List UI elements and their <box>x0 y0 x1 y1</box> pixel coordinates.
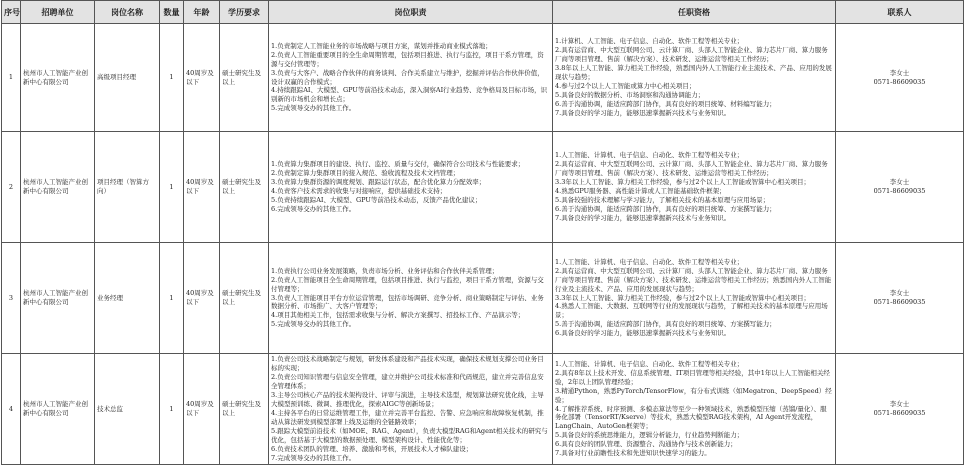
duty-line: 3.负责算力集群资源的调度规划、跟踪运行状态，配合优化算力分配效率； <box>271 178 486 187</box>
qualification-line: 2.具有运营商、中大型互联网公司、云计算厂商、头部人工智能企业、算力芯片厂商、算力服务厂商等项目管理、售前（解决方案）、技术研发、运维运营等相关工作经历； <box>555 46 828 64</box>
qualification-line: 4.参与过2个以上人工智能或算力中心相关项目； <box>555 81 696 90</box>
row-duties <box>269 24 553 132</box>
row-duties <box>269 132 553 243</box>
duty-line: 5.完成领导交办的其他工作。 <box>271 104 356 113</box>
duty-line: 6.完成领导交办的其他工作。 <box>271 204 356 213</box>
row-position: 技术总监 <box>95 354 160 465</box>
header-qualifications: 任职资格 <box>553 1 836 24</box>
row-qualifications <box>553 243 836 354</box>
duty-line: 6.负责技术团队的管理、培养、激励和考核，开展技术人才梯队建设； <box>271 444 473 453</box>
duty-line: 2.负责制定算力集群项目的接入规范、验收流程及技术文档管理； <box>271 169 460 178</box>
table-header-row <box>2 1 964 24</box>
row-index: 4 <box>2 354 21 465</box>
row-count: 1 <box>160 132 184 243</box>
duty-line: 4.持续跟踪AI、大模型、GPU等前沿技术动态，深入洞察AI行业趋势、竞争格局及目标市场，识别新的市场机会和增长点； <box>271 86 548 104</box>
table-row <box>2 24 964 132</box>
qualification-line: 1.人工智能、计算机、电子信息、自动化、软件工程等相关专业； <box>555 257 744 266</box>
table-row <box>2 243 964 354</box>
row-unit: 杭州市人工智能产业创新中心有限公司 <box>21 243 95 354</box>
row-contact <box>836 243 964 354</box>
row-duties <box>269 354 553 465</box>
qualification-line: 4.熟悉GPU服务器、高性能计算或人工智能基础软件框架； <box>555 187 726 195</box>
duty-line: 7.完成领导交办的其他工作。 <box>271 453 356 462</box>
header-index: 序号 <box>2 1 21 24</box>
qualification-line: 2.具有8年以上技术开发、信息系统管理、IT项目管理等相关经验，其中1年以上人工智能相关经验，2年以上团队管理经验； <box>555 368 830 386</box>
header-count: 数量 <box>160 1 184 24</box>
contact-name: 李女士 <box>889 178 910 187</box>
duty-line: 2.负责人工智能重要项目的全生命周期管理，包括项目推进、执行与监控，项目干系方管理，资源与交付管理等； <box>271 50 544 68</box>
duty-line: 2.负责人工智能项目全生命周期管理，包括项目推进、执行与监控，项目干系方管理，资源与交付管理等； <box>271 275 544 293</box>
header-contact: 联系人 <box>836 1 964 24</box>
qualification-line: 3.3年以上人工智能、算力相关工作经验，参与过2个以上人工智能或智算中心相关项目； <box>555 293 810 302</box>
qualification-line: 4.了解推荐系统、时序预测、多模态算法等至少一种领域技术，熟悉模型压缩（蒸馏/量化）、服务化部署（TensorRT/Kserve）等技术，熟悉大模型RAG技术架构，AI Agent开发流程，LangChain、AutoGen框架等； <box>555 404 827 431</box>
contact-phone: 0571-86609035 <box>873 187 926 195</box>
duty-line: 1.负责算力集群项目的建设、执行、监控、质量与交付，确保符合公司技术与性能要求； <box>271 160 525 169</box>
duty-line: 5.完成领导交办的其他工作。 <box>271 320 356 329</box>
row-count: 1 <box>160 354 184 465</box>
row-education: 硕士研究生及以上 <box>220 24 269 132</box>
duty-line: 2.负责公司知识管理与信息安全管理，建立并维护公司技术标准和代码规范，建立并完善信息安全管理体系； <box>271 373 544 391</box>
row-qualifications <box>553 354 836 465</box>
qualification-line: 2.具有运营商、中大型互联网公司、云计算厂商、头部人工智能企业、算力芯片厂商、算力服务厂商等项目管理、售前（解决方案）、技术研发、运维运营等相关工作经历；熟悉国内外人工智能行业及主流技术、产品、应用的发展现状与趋势； <box>555 266 832 293</box>
duty-line: 3.主导公司核心产品的技术架构设计、评审与演进，主导技术选型，规划算法研究优化线，主导大模型预训练、微调、推理优化，探索AIGC等创新场景； <box>271 391 544 409</box>
header-unit: 招聘单位 <box>21 1 95 24</box>
row-education: 硕士研究生及以上 <box>220 354 269 465</box>
header-age: 年龄 <box>184 1 220 24</box>
row-education: 硕士研究生及以上 <box>220 132 269 243</box>
duty-line: 4.负责客户技术需求的收集与对接响应，提供基础技术支持； <box>271 187 447 195</box>
row-count: 1 <box>160 243 184 354</box>
contact-phone: 0571-86609035 <box>873 77 926 86</box>
contact-phone: 0571-86609035 <box>873 409 926 417</box>
qualification-line: 6.具备良好的学习能力，能够迅速掌握新兴技术与业务知识。 <box>555 329 731 338</box>
qualification-line: 6.善于沟通协调，能适应跨部门协作，具有良好的项目统筹、材料编写能力； <box>555 99 776 108</box>
qualification-line: 5.具备较强的技术理解与学习能力，了解相关技术的基本原理与应用场景； <box>555 195 770 204</box>
duty-line: 3.负责与大客户、战略合作伙伴的商务谈判、合作关系建立与维护，挖掘并评估合作伙伴价值，设计双赢的合作模式； <box>271 68 544 86</box>
row-education: 硕士研究生及以上 <box>220 243 269 354</box>
header-education: 学历要求 <box>220 1 269 24</box>
row-qualifications <box>553 132 836 243</box>
duty-line: 5.负责持续跟踪AI、大模型、GPU等前沿技术动态，反馈产品优化建议； <box>271 195 482 204</box>
row-age: 40周岁及以下 <box>184 243 220 354</box>
duty-line: 3.负责人工智能项目平台方位运营管理，包括市场调研、竞争分析、商业策略制定与评估、业务数据分析、市场推广、大客户管理等； <box>271 293 544 311</box>
qualification-line: 3.3年以上人工智能、算力相关工作经验，参与过2个以上人工智能或智算中心相关项目； <box>555 178 810 187</box>
qualification-line: 5.具备良好的系统思维能力，逻辑分析能力，行业趋势判断能力； <box>555 431 744 440</box>
qualification-line: 4.熟悉人工智能、大数据、互联网等行业的发展现状与趋势，了解相关技术的基本原理与应用场景； <box>555 302 828 320</box>
row-index: 2 <box>2 132 21 243</box>
qualification-line: 1.人工智能、计算机、电子信息、自动化、软件工程等相关专业； <box>555 151 744 160</box>
qualification-line: 6.具有良好的团队管理、资源整合、沟通协作与技术创新能力； <box>555 440 737 449</box>
row-unit: 杭州市人工智能产业创新中心有限公司 <box>21 132 95 243</box>
row-age: 40周岁及以下 <box>184 132 220 243</box>
qualification-line: 1.计算机、人工智能、电子信息、自动化、软件工程等相关专业； <box>555 37 744 46</box>
duty-line: 4.项目其他相关工作，包括需求收集与分析、解决方案撰写、招投标工作、产品演示等； <box>271 311 525 320</box>
row-unit: 杭州市人工智能产业创新中心有限公司 <box>21 24 95 132</box>
row-index: 1 <box>2 24 21 132</box>
row-position: 高级项目经理 <box>95 24 160 132</box>
row-duties <box>269 243 553 354</box>
row-position: 业务经理 <box>95 243 160 354</box>
qualification-line: 7.具备良好的学习能力，能够迅速掌握新兴技术与业务知识。 <box>555 213 731 222</box>
qualification-line: 7.具备对行业前瞻性技术和先进知识快速学习的能力。 <box>555 449 711 458</box>
row-contact <box>836 132 964 243</box>
header-position: 岗位名称 <box>95 1 160 24</box>
table-row <box>2 354 964 465</box>
qualification-line: 5.具备良好的数据分析、市场洞察和沟通协调能力； <box>555 90 705 99</box>
contact-name: 李女士 <box>889 289 910 298</box>
row-age: 40周岁及以下 <box>184 354 220 465</box>
row-contact <box>836 24 964 132</box>
duty-line: 1.负责制定人工智能业务的市场战略与项目方案，谋划并推动商业模式落地； <box>271 41 492 50</box>
qualification-line: 3.8年以上人工智能、算力相关工作经验，熟悉国内外人工智能行业主流技术、产品、应用的发展现状与趋势； <box>555 64 832 82</box>
recruitment-table <box>1 0 964 465</box>
table-row <box>2 132 964 243</box>
qualification-line: 7.具备良好的学习能力，能够迅速掌握新兴技术与业务知识。 <box>555 108 731 117</box>
row-index: 3 <box>2 243 21 354</box>
row-unit: 杭州市人工智能产业创新中心有限公司 <box>21 354 95 465</box>
qualification-line: 2.具有运营商、中大型互联网公司、云计算厂商、头部人工智能企业、算力芯片厂商、算力服务厂商等项目管理、售前（解决方案）、技术研发、运维运营等相关工作经历； <box>555 160 828 178</box>
qualification-line: 1.人工智能、计算机、电子信息、自动化、软件工程等相关专业； <box>555 359 744 368</box>
row-qualifications <box>553 24 836 132</box>
header-duties: 岗位职责 <box>269 1 553 24</box>
row-position: 项目经理（智算方向） <box>95 132 160 243</box>
row-age: 40周岁及以下 <box>184 24 220 132</box>
duty-line: 1.负责公司技术战略制定与规划，研发体系建设和产品技术实现，确保技术规划支撑公司业务目标的实现； <box>271 355 544 373</box>
contact-phone: 0571-86609035 <box>873 298 926 306</box>
qualification-line: 6.善于沟通协调，能适应跨部门协作，具有良好的项目统筹、方案撰写能力； <box>555 204 776 213</box>
duty-line: 1.负责执行公司业务发展策略，负责市场分析、业务评估和合作伙伴关系管理； <box>271 266 499 275</box>
duty-line: 5.跟踪大模型前沿技术（如MOE、RAG、Agent），负责大模型RAG和Agent相关技术的研究与优化，包括基于大模型的数据预处理、模型架构设计、性能优化等； <box>271 426 548 444</box>
qualification-line: 3.精通Python，熟悉PyTorch/TensorFlow，有分布式训练（如Megatron、DeepSpeed）经验； <box>555 386 832 404</box>
qualification-line: 5.善于沟通协调，能适应跨部门协作，具有良好的项目统筹、方案撰写能力； <box>555 320 776 329</box>
duty-line: 4.主持各平台的日常运维管理工作，建立并完善平台监控、告警、应急响应和故障恢复机制，推动从算法研发到模型部署上线及运维的全链路效率； <box>271 409 544 426</box>
contact-name: 李女士 <box>889 68 910 77</box>
contact-name: 李女士 <box>889 400 910 409</box>
row-count: 1 <box>160 24 184 132</box>
row-contact <box>836 354 964 465</box>
